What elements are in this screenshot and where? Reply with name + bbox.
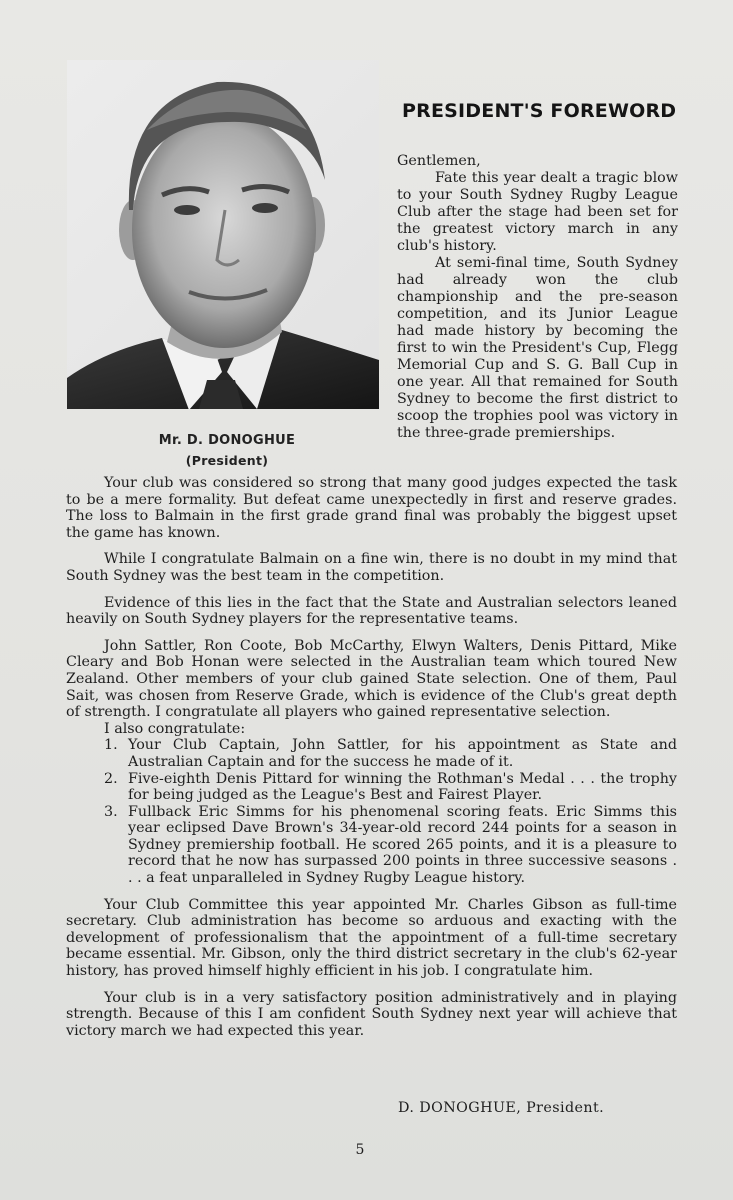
list-item — [66, 771, 677, 804]
paragraph: Your Club Committee this year appointed Mr. Charles Gibson as full-time secretary. Club administration has become so arduous and exacting with the development of professionalism that the appointment of a full-time secretary became essential. Mr. Gibson, only the third district secretary in the club's 62-year history, has proved himself highly efficient in his job. I congratulate him. — [66, 896, 677, 980]
congratulations-list — [66, 737, 677, 886]
paragraph: Fate this year dealt a tragic blow to your South Sydney Rugby League Club after the stage had been set for the greatest victory march in any club's history. — [397, 170, 678, 254]
paragraph: While I congratulate Balmain on a fine win, there is no doubt in my mind that South Sydney was the best team in the competition. — [66, 551, 677, 584]
paragraph: Evidence of this lies in the fact that the State and Australian selectors leaned heavily on South Sydney players for the representative teams. — [66, 594, 677, 628]
list-item-number: 1. — [104, 737, 118, 754]
portrait-photo — [67, 60, 379, 409]
paragraph: I also congratulate: — [104, 720, 246, 737]
list-item — [66, 804, 677, 887]
paragraph: John Sattler, Ron Coote, Bob McCarthy, Elwyn Walters, Denis Pittard, Mike Cleary and Bob Honan were selected in the Australian team which toured New Zealand. Other members of your club gained State selection. One of them, Paul Sait, was chosen from Reserve Grade, which is evidence of the Club's great depth of strength. I congratulate all players who gained representative selection. — [66, 637, 677, 721]
signature-line: D. DONOGHUE, President. — [398, 1100, 605, 1116]
paragraph: At semi-final time, South Sydney had already won the club championship and the pre-season competition, and its Junior League had made history by becoming the first to win the President's Cup, Flegg Memorial Cup and S. G. Ball Cup in one year. All that remained for South Sydney to become the first district to scoop the trophies pool was victory in the three-grade premierships. — [397, 255, 678, 441]
list-item-number: 2. — [104, 770, 118, 787]
salutation: Gentlemen, — [397, 153, 481, 169]
paragraph: Your club was considered so strong that many good judges expected the task to be a mere formality. But defeat came unexpectedly in first and reserve grades. The loss to Balmain in the first grade grand final was probably the biggest upset the game has known. — [66, 475, 677, 541]
right-column-text — [397, 153, 678, 442]
photo-caption-name: Mr. D. DONOGHUE — [158, 433, 296, 448]
photo-caption-role: (President) — [185, 453, 269, 468]
page-number: 5 — [355, 1142, 365, 1158]
list-item — [66, 737, 677, 770]
main-body-text — [66, 475, 677, 1039]
paragraph: Your club is in a very satisfactory position administratively and in playing strength. Because of this I am confident South Sydney next year will achieve that victory march we had expected this year. — [66, 989, 677, 1039]
list-item-number: 3. — [104, 803, 118, 820]
list-item-text: Your Club Captain, John Sattler, for his appointment as State and Australian Captain and for the success he made of it. — [128, 737, 677, 770]
list-item-text: Fullback Eric Simms for his phenomenal scoring feats. Eric Simms this year eclipsed Dave Brown's 34-year-old record 244 points for a season in Sydney premiership football. He scored 265 points, and it is a pleasure to record that he now has surpassed 200 points in three successive seasons . . . a feat unparalleled in Sydney Rugby League history. — [128, 803, 677, 887]
list-item-text: Five-eighth Denis Pittard for winning the Rothman's Medal . . . the trophy for being judged as the League's Best and Fairest Player. — [128, 770, 677, 804]
page-title: PRESIDENT'S FOREWORD — [402, 100, 677, 122]
